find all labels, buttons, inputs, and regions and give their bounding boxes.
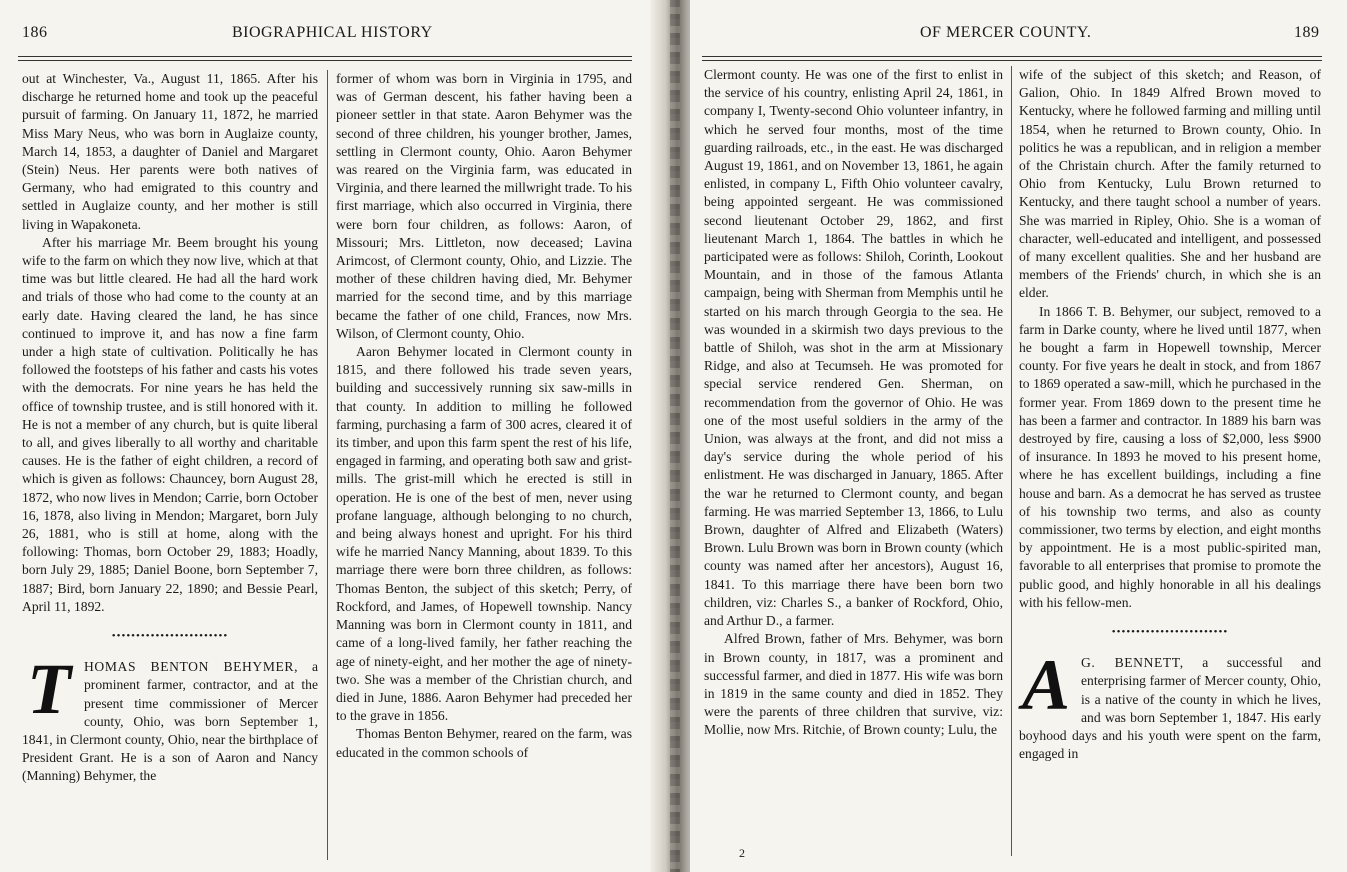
left-header-rule-2 [18, 60, 632, 61]
left-col2-paragraph-3: Thomas Benton Behymer, reared on the farm, was educated in the common schools of [336, 726, 632, 760]
right-column-2 [1019, 66, 1321, 763]
right-col1-paragraph-1: Clermont county. He was one of the first to enlist in the service of his country, enlisting April 24, 1861, in company I, Twenty-second Ohio volunteer infantry, in which he served four months, most of the time guarding railroads, etc., in the east. He was discharged August 19, 1861, and on November 13, 1861, he again enlisted, in company L, Fifth Ohio volunteer cavalry, being appointed sergeant. He was commissioned second lieutenant October 29, 1862, and first lieutenant March 1, 1864. The battles in which he participated were as follows: Shiloh, Corinth, Lookout Mountain, and in those of the famous Atlanta campaign, being with Sherman from Memphis until he started on his march through Georgia to the sea. He was wounded in a skirmish two days previous to the battle of Shiloh, was shot in the arm at Missionary Ridge, and also at Tecumseh. He was promoted for special service rendered Gen. Sherman, on recommendation from the governor of Ohio. He was one of the most useful soldiers in the army of the Union, was always at the front, and did not miss a day's service during the whole period of his enlistment. He was discharged in January, 1865. After the war he returned to Clermont county, and began farming. He was married September 13, 1866, to Lulu Brown, daughter of Alfred and Elizabeth (Waters) Brown. Lulu Brown was born in Brown county (which county was named after her ancestors), August 16, 1841. To this marriage there have been born two children, viz: Charles S., a banker of Rockford, Ohio, and Arthur D., a farmer. [704, 67, 1003, 629]
left-col2-paragraph-2: Aaron Behymer located in Clermont county in 1815, and there followed his trade seven years, building and successively running six saw-mills in that county. In addition to milling he followed farming, purchasing a farm of 300 acres, cleared it of its timber, and upon this farm spent the rest of his life, engaged in farming, and operating both saw and grist-mills. The grist-mill which he erected is still in operation. He is one of the best of men, never using profane language, although belonging to no church, and being always honest and upright. For his third wife he married Nancy Manning, about 1839. To this marriage there were born three children, as follows: Thomas Benton, the subject of this sketch; Perry, of Rockford, and James, of Hopewell township. Nancy Manning was born in Clermont county in 1811, and came of a long-lived family, her father reaching the age of ninety-eight, and her mother the age of ninety-two. She was a member of the Christian church, and died in June, 1886. Aaron Behymer had preceded her to the grave in 1856. [336, 344, 632, 724]
left-col1-paragraph-3-text: a prominent farmer, contractor, and at the present time commissioner of Mercer county, Ohio, was born September 1, 1841, in Clermont county, Ohio, near the birthplace of President Grant. He is a son of Aaron and Nancy (Manning) Behymer, the [22, 659, 318, 784]
drop-cap-initial: A [1021, 645, 1071, 726]
right-column-1 [704, 66, 1003, 740]
right-page-number: 189 [1294, 24, 1320, 41]
right-col2-paragraph-3-text: a successful and enterprising farmer of Mercer county, Ohio, is a native of the county in which he lives, and was born September 1, 1847. His early boyhood days and his youth were spent on the farm, engaged in [1019, 655, 1321, 762]
section-separator: •••••••••••••••••••••••• [1111, 626, 1229, 639]
right-col1-paragraph-2: Alfred Brown, father of Mrs. Behymer, was born in Brown county, in 1817, was a prominent and successful farmer, and died in 1877. His wife was born in 1819 in the same county and died in 1852. They were the parents of three children that survive, viz: Mollie, now Mrs. Ritchie, of Brown county; Lulu, the [704, 631, 1003, 738]
left-col1-paragraph-2: After his marriage Mr. Beem brought his young wife to the farm on which they now live, which at that time was but little cleared. He had all the hard work and trials of those who had come to the county at an early date. Having cleared the land, he has since continued to improve it, and has now a fine farm under a high state of cultivation. Politically he has followed the footsteps of his father and casts his votes with the democrats. For nine years he has held the office of township trustee, and is still honored with it. He is not a member of any church, but is quite liberal to all, and gives liberally to all worthy and charitable causes. He is the father of eight children, a record of which is given as follows: Chauncey, born August 28, 1872, who now lives in Mendon; Carrie, born October 16, 1878, also living in Mendon; Margaret, born July 26, 1881, who is still at home, along with the following: Thomas, born October 29, 1883; Hoadly, born July 29, 1885; Daniel Boone, born September 7, 1887; Bird, born January 22, 1890; and Bessie Pearl, April 11, 1892. [22, 234, 318, 614]
left-header-rule [18, 56, 632, 57]
right-running-head: OF MERCER COUNTY. [920, 24, 1092, 41]
left-column-1 [22, 70, 318, 786]
right-header-rule-2 [702, 60, 1322, 61]
subject-name: HOMAS BENTON BEHYMER, [84, 659, 299, 675]
left-page [0, 0, 662, 872]
right-column-divider [1011, 66, 1012, 856]
left-col2-paragraph-1: former of whom was born in Virginia in 1795, and was of German descent, his father having been a pioneer settler in that state. Aaron Behymer was the second of three children, his younger brother, James, settling in Clermont county, Ohio. Aaron Behymer was reared on the Virginia farm, was educated in Virginia, and there learned the millwright trade. To his first marriage, which also occurred in Virginia, there were born four children, as follows: Aaron, of Missouri; Mrs. Littleton, now deceased; Lavina Arimcost, of Clermont county, Ohio, and Lizzie. The mother of these children having died, Mr. Behymer married for the second time, and by this marriage became the father of one child, Frances, now Mrs. Wilson, of Clermont county, Ohio. [336, 71, 632, 341]
drop-cap-initial: T [27, 649, 71, 730]
subject-name: G. BENNETT, [1081, 655, 1184, 671]
left-col1-paragraph-1: out at Winchester, Va., August 11, 1865. After his discharge he returned home and took up the peaceful pursuit of farming. On January 11, 1872, he married Miss Mary Neus, who was born in Auglaize county, March 14, 1853, a daughter of Daniel and Margaret (Stein) Neus. Her parents were both natives of Germany, who had emigrated to this country and settled in Auglaize county, and her mother is still living in Wapakoneta. [22, 71, 318, 232]
right-col2-paragraph-1: wife of the subject of this sketch; and Reason, of Galion, Ohio. In 1849 Alfred Brown moved to Kentucky, where he followed farming and milling until 1854, when he returned to Brown county, Ohio. In politics he was a republican, and in religion a member of the Christain church. After the family returned to Ohio from Kentucky, Lulu Brown returned to Kentucky, and there taught school a number of years. She was married in Ripley, Ohio. She is a woman of character, well-educated and intelligent, and possessed of many excellent qualities. She and her husband are members of the Friends' church, in which she is an elder. [1019, 67, 1321, 301]
left-col1-paragraph-3 [22, 649, 318, 785]
left-column-2 [336, 70, 632, 762]
right-header-rule [702, 56, 1322, 57]
left-page-number: 186 [22, 24, 48, 41]
right-col2-paragraph-3 [1019, 645, 1321, 763]
signature-mark: 2 [739, 846, 745, 860]
left-column-divider [327, 70, 328, 860]
right-col2-paragraph-2: In 1866 T. B. Behymer, our subject, removed to a farm in Darke county, where he lived until 1877, when he bought a farm in Hopewell township, Mercer county. For five years he dealt in stock, and from 1867 to 1869 operated a saw-mill, which he purchased in the former year. From 1869 down to the present time he has been a farmer and contractor. In 1889 his barn was destroyed by fire, causing a loss of $2,000, less $900 of insurance. In 1893 he moved to his present home, where he has excellent buildings, including a fine house and barn. As a democrat he has served as trustee of his township two terms, and also as county commissioner, two terms by election, and eight months by appointment. He is a most public-spirited man, favorable to all enterprises that promise to promote the public good, and highly honorable in all his dealings with his fellow-men. [1019, 303, 1321, 610]
section-separator: •••••••••••••••••••••••• [111, 630, 229, 643]
right-page [690, 0, 1347, 872]
left-running-head: BIOGRAPHICAL HISTORY [232, 24, 433, 41]
